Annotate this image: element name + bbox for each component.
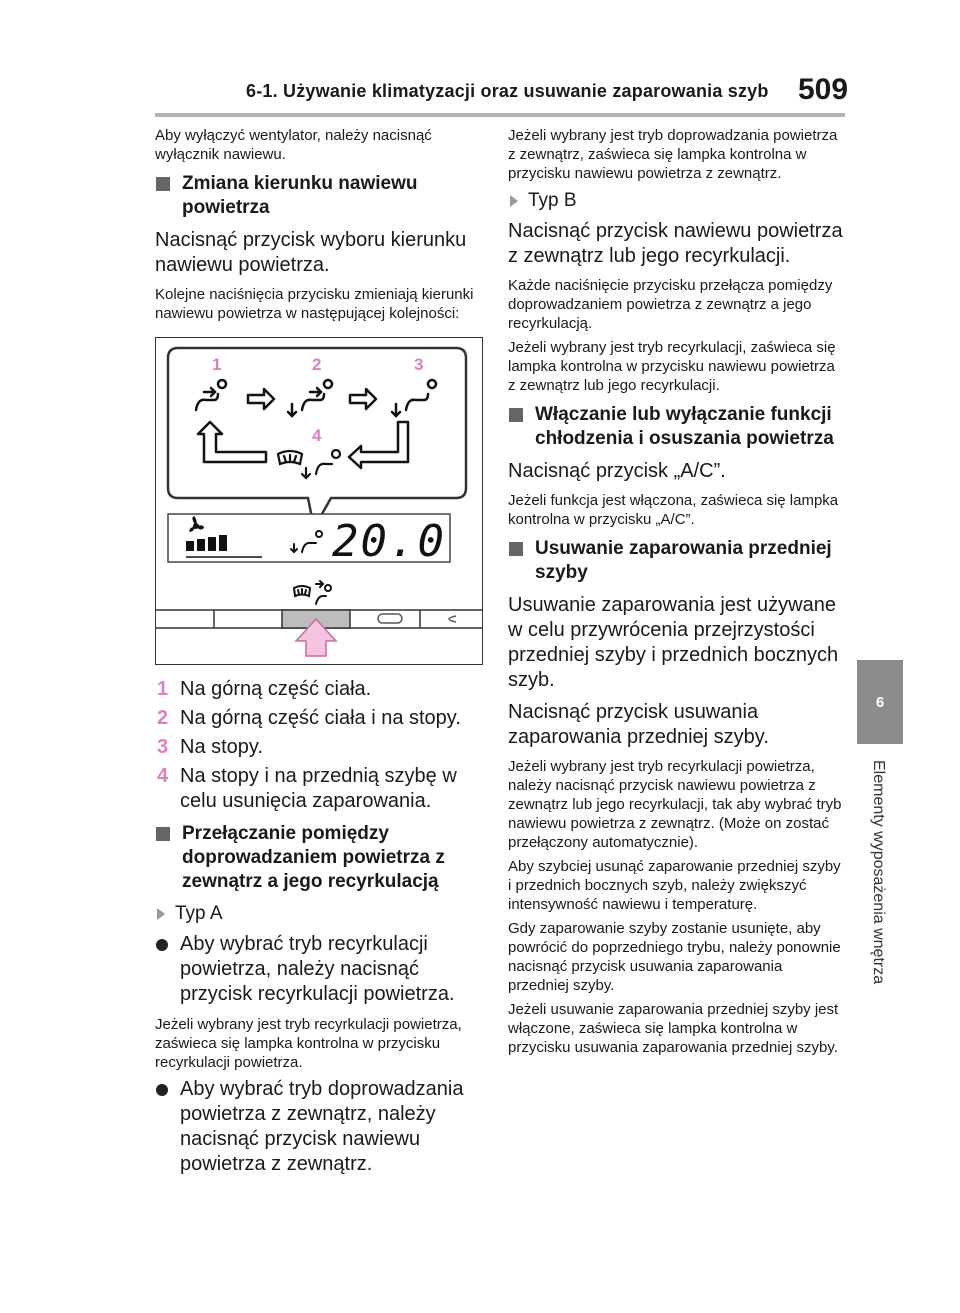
button-indicator-partial (449, 616, 456, 622)
heading-recirculation: Przełączanie pomiędzy doprowadzaniem powietrza z zewnątrz a jego recyrkulacją (155, 822, 483, 894)
bullet-recirculation: Aby wybrać tryb recyrkulacji powietrza, należy nacisnąć przycisk recyrkulacji powietrza. (155, 932, 483, 1007)
note-text: Jeżeli wybrany jest tryb recyrkulacji, zaświeca się lampka kontrolna w przycisku nawiewu powietrza z zewnątrz lub jego recyrkulacji. (508, 339, 836, 394)
triangle-bullet-icon (510, 195, 518, 207)
defrost-foot-button-icon (294, 581, 331, 604)
list-item: 2 Na górną część ciała i na stopy. (157, 707, 461, 729)
ac-button-indicator (378, 614, 402, 623)
heading-air-direction: Zmiana kierunku nawiewu powietrza (155, 172, 483, 220)
note-text: Jeżeli wybrany jest tryb recyrkulacji powietrza, zaświeca się lampka kontrolna w przycisku recyrkulacji powietrza. (155, 1016, 462, 1071)
label-4: 4 (312, 426, 322, 445)
instruction-text: Nacisnąć przycisk usuwania zaparowania przedniej szyby. (508, 701, 769, 748)
heading-defrost: Usuwanie zaparowania przedniej szyby (508, 537, 844, 585)
type-b-label: Typ B (508, 189, 844, 213)
instruction-text: Nacisnąć przycisk „A/C”. (508, 460, 726, 482)
intro-text: Aby wyłączyć wentylator, należy nacisnąć wyłącznik nawiewu. (155, 127, 432, 163)
type-a-label: Typ A (155, 902, 483, 926)
right-column (508, 126, 844, 1062)
bullet-outside-air: Aby wybrać tryb doprowadzania powietrza z zewnątrz, należy nacisnąć przycisk nawiewu powietrza z zewnątrz. (155, 1077, 483, 1177)
note-text: Jeżeli funkcja jest włączona, zaświeca się lampka kontrolna w przycisku „A/C”. (508, 492, 839, 528)
direction-list (155, 677, 483, 814)
note-text: Każde naciśnięcie przycisku przełącza pomiędzy doprowadzaniem powietrza z zewnątrz a jego recyrkulacją. (508, 277, 833, 332)
chapter-label: Elementy wyposażenia wnętrza (870, 760, 887, 985)
label-2: 2 (312, 355, 322, 374)
control-panel-illustration (156, 338, 483, 665)
triangle-bullet-icon (157, 908, 165, 920)
instruction-text: Nacisnąć przycisk wyboru kierunku nawiewu powietrza. (155, 229, 467, 276)
note-text: Aby szybciej usunąć zaparowanie przedniej szyby i przednich bocznych szyb, należy zwiększyć intensywność nawiewu i temperaturę. (508, 858, 841, 913)
round-bullet-icon (156, 1084, 168, 1096)
heading-ac: Włączanie lub wyłączanie funkcji chłodzenia i osuszania powietrza (508, 403, 844, 451)
label-1: 1 (212, 355, 222, 374)
note-text: Jeżeli wybrany jest tryb recyrkulacji powietrza, należy nacisnąć przycisk nawiewu powietrza z zewnątrz lub jego recyrkulacji, tak aby wybrać tryb nawiewu powietrza z zewnątrz. (Może on zostać przełączony automatycznie). (508, 758, 842, 851)
square-bullet-icon (509, 408, 523, 422)
square-bullet-icon (509, 542, 523, 556)
note-text: Jeżeli wybrany jest tryb doprowadzania powietrza z zewnątrz, zaświeca się lampka kontrolna w przycisku nawiewu powietrza z zewnątrz. (508, 127, 838, 182)
list-item: 1 Na górną część ciała. (157, 678, 372, 700)
note-text: Gdy zaparowanie szyby zostanie usunięte, aby powrócić do poprzedniego trybu, należy ponownie nacisnąć przycisk usuwania zaparowania przedniej szyby. (508, 920, 841, 994)
round-bullet-icon (156, 939, 168, 951)
air-direction-figure (155, 337, 483, 665)
square-bullet-icon (156, 177, 170, 191)
temperature-readout: 20.0 (332, 516, 446, 567)
section-title: 6-1. Używanie klimatyzacji oraz usuwanie zaparowania szyb (246, 81, 769, 101)
note-text: Kolejne naciśnięcia przycisku zmieniają kierunki nawiewu powietrza w następującej kolejności: (155, 286, 474, 322)
header-rule (155, 113, 845, 117)
note-text: Jeżeli usuwanie zaparowania przedniej szyby jest włączone, zaświeca się lampka kontrolna w przycisku usuwania zaparowania przedniej szyby. (508, 1001, 839, 1056)
square-bullet-icon (156, 827, 170, 841)
description-text: Usuwanie zaparowania jest używane w celu przywrócenia przejrzystości przedniej szyby i przednich bocznych szyb. (508, 594, 839, 691)
instruction-text: Nacisnąć przycisk nawiewu powietrza z zewnątrz lub jego recyrkulacji. (508, 220, 843, 267)
page-number: 509 (798, 73, 849, 106)
chapter-tab: 6 (857, 660, 903, 744)
list-item: 3 Na stopy. (157, 736, 263, 758)
label-3: 3 (414, 355, 424, 374)
left-column (155, 126, 483, 1185)
list-item: 4 Na stopy i na przednią szybę w celu usunięcia zaparowania. (157, 765, 457, 812)
